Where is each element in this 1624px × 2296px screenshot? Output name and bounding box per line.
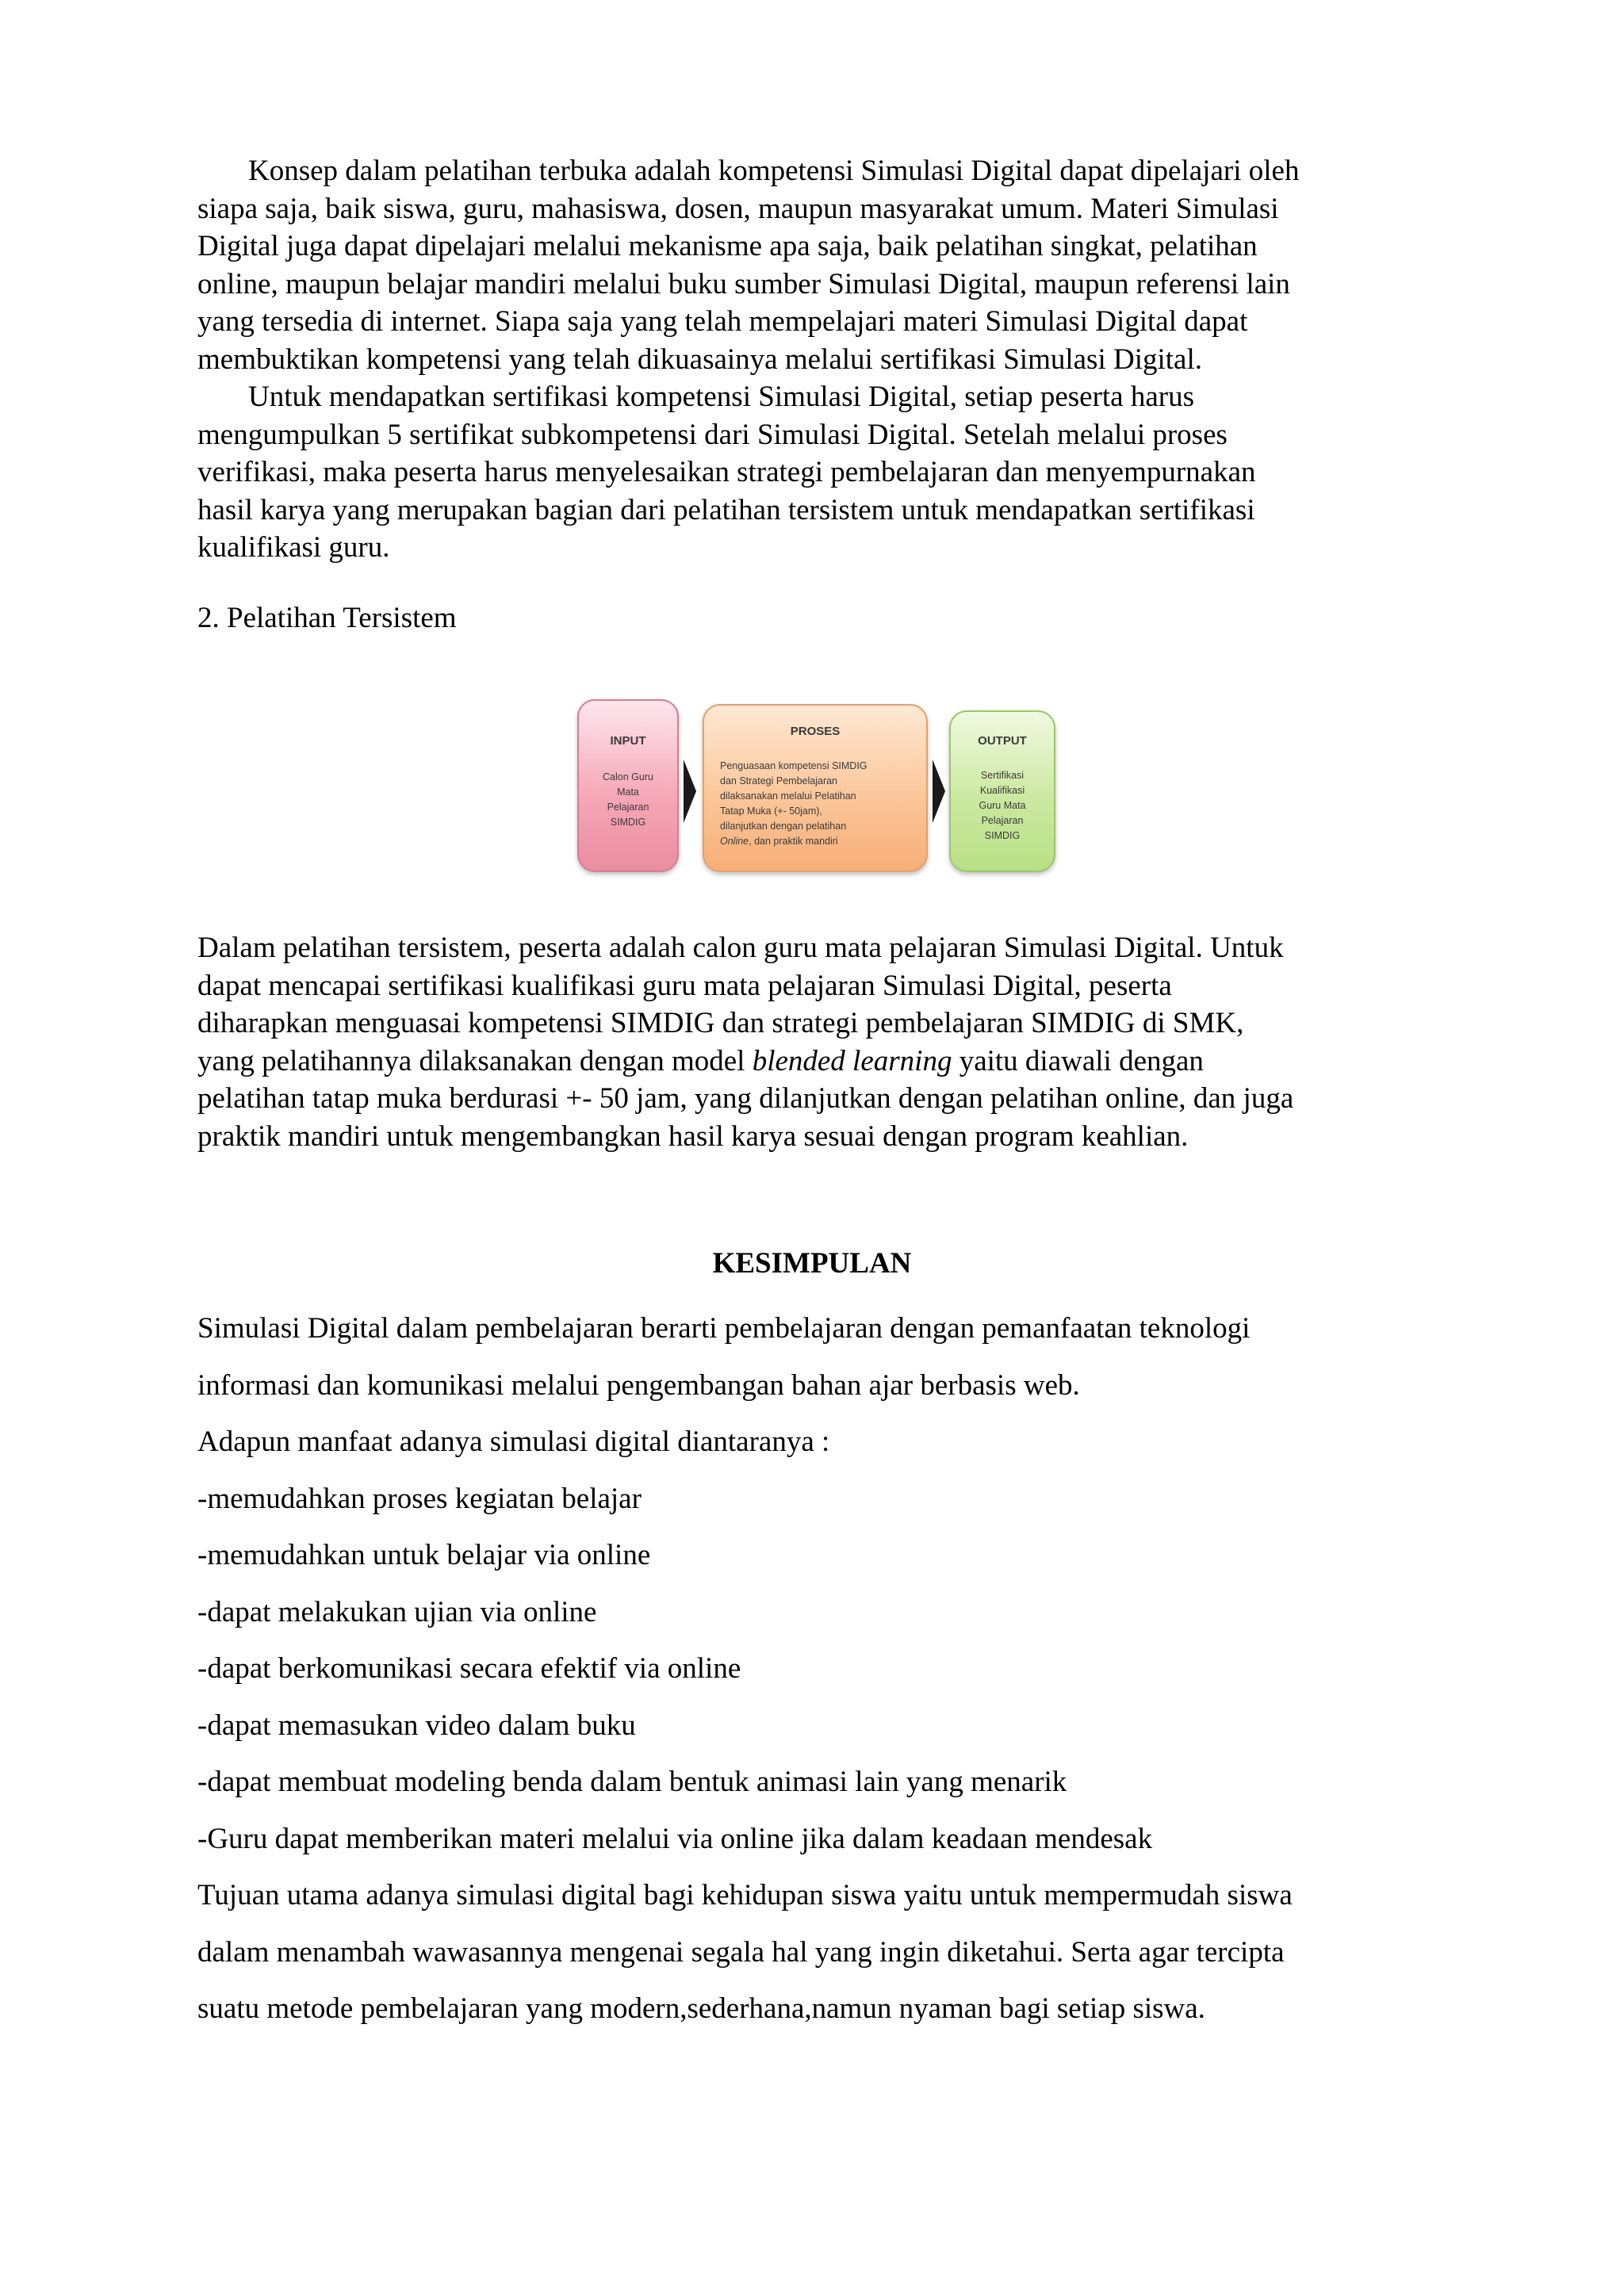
text-line: Simulasi Digital dalam pembelajaran berarti pembelajaran dengan pemanfaatan teknologi	[197, 1312, 1251, 1345]
paragraph-systematic-training	[197, 929, 1419, 1155]
text-line: Digital juga dapat dipelajari melalui mekanisme apa saja, baik pelatihan singkat, pelatihan	[197, 230, 1258, 262]
text-line: hasil karya yang merupakan bagian dari pelatihan tersistem untuk mendapatkan sertifikasi	[197, 493, 1255, 526]
input-title: INPUT	[610, 734, 646, 748]
proses-title: PROSES	[790, 725, 841, 738]
arrow-right-icon	[684, 760, 696, 823]
text-line: informasi dan komunikasi melalui pengembangan bahan ajar berbasis web.	[197, 1368, 1080, 1402]
proses-box	[703, 704, 928, 872]
training-flow-diagram	[577, 698, 1058, 884]
list-item: -memudahkan untuk belajar via online	[197, 1539, 651, 1571]
text-line: suatu metode pembelajaran yang modern,sederhana,namun nyaman bagi setiap siswa.	[197, 1992, 1205, 2025]
text-line: dapat mencapai sertifikasi kualifikasi guru mata pelajaran Simulasi Digital, peserta	[197, 969, 1172, 1002]
output-text: Sertifikasi Kualifikasi Guru Mata Pelajaran SIMDIG	[979, 770, 1026, 841]
text-line: verifikasi, maka peserta harus menyelesaikan strategi pembelajaran dan menyempurnakan	[197, 456, 1256, 488]
italic-term: blended learning	[752, 1044, 952, 1077]
conclusion-body	[197, 1300, 1419, 2038]
section-heading: 2. Pelatihan Tersistem	[197, 602, 457, 634]
conclusion-heading: KESIMPULAN	[712, 1247, 912, 1280]
list-item: -dapat melakukan ujian via online	[197, 1595, 597, 1628]
text-line: membuktikan kompetensi yang telah dikuasainya melalui sertifikasi Simulasi Digital.	[197, 342, 1202, 376]
text-line: dalam menambah wawasannya mengenai segala hal yang ingin diketahui. Serta agar tercipta	[197, 1935, 1285, 1969]
text-line: Untuk mendapatkan sertifikasi kompetensi Simulasi Digital, setiap peserta harus	[248, 381, 1194, 413]
list-item: -Guru dapat memberikan materi melalui via online jika dalam keadaan mendesak	[197, 1822, 1153, 1855]
text-line: praktik mandiri untuk mengembangkan hasil karya sesuai dengan program keahlian.	[197, 1119, 1189, 1153]
text-line: Adapun manfaat adanya simulasi digital diantaranya :	[197, 1425, 830, 1458]
arrow-right-icon	[933, 760, 945, 823]
text-line: kualifikasi guru.	[197, 531, 390, 564]
text-line: yang tersedia di internet. Siapa saja yang telah mempelajari materi Simulasi Digital dapat	[197, 305, 1248, 338]
paragraph-open-training	[197, 152, 1419, 567]
list-item: -dapat memasukan video dalam buku	[197, 1709, 636, 1742]
text-line: diharapkan menguasai kompetensi SIMDIG dan strategi pembelajaran SIMDIG di SMK,	[197, 1007, 1244, 1039]
text-line: yang pelatihannya dilaksanakan dengan model blended learning yaitu diawali dengan	[197, 1044, 1204, 1077]
input-text: Calon Guru Mata Pelajaran SIMDIG	[603, 771, 653, 828]
text-line: online, maupun belajar mandiri melalui buku sumber Simulasi Digital, maupun referensi lain	[197, 267, 1290, 300]
text-line: Dalam pelatihan tersistem, peserta adalah calon guru mata pelajaran Simulasi Digital. Untuk	[197, 932, 1284, 964]
text-line: pelatihan tatap muka berdurasi +- 50 jam, yang dilanjutkan dengan pelatihan online, dan juga	[197, 1082, 1294, 1115]
list-item: -dapat berkomunikasi secara efektif via online	[197, 1652, 741, 1685]
proses-text: Penguasaan kompetensi SIMDIG dan Strategi Pembelajaran dilaksanakan melalui Pelatihan Tatap Muka (+- 50jam), dilanjutkan dengan pelatihan Online, dan praktik mandiri	[720, 760, 868, 847]
output-box	[949, 710, 1055, 872]
list-item: -dapat membuat modeling benda dalam bentuk animasi lain yang menarik	[197, 1766, 1067, 1798]
text-line: Konsep dalam pelatihan terbuka adalah kompetensi Simulasi Digital dapat dipelajari oleh	[248, 155, 1300, 187]
text-line: Tujuan utama adanya simulasi digital bagi kehidupan siswa yaitu untuk mempermudah siswa	[197, 1879, 1293, 1911]
output-title: OUTPUT	[978, 734, 1027, 748]
list-item: -memudahkan proses kegiatan belajar	[197, 1482, 642, 1515]
input-box	[577, 699, 679, 872]
text-line: siapa saja, baik siswa, guru, mahasiswa, dosen, maupun masyarakat umum. Materi Simulasi	[197, 192, 1279, 225]
text-line: mengumpulkan 5 sertifikat subkompetensi dari Simulasi Digital. Setelah melalui proses	[197, 418, 1228, 451]
